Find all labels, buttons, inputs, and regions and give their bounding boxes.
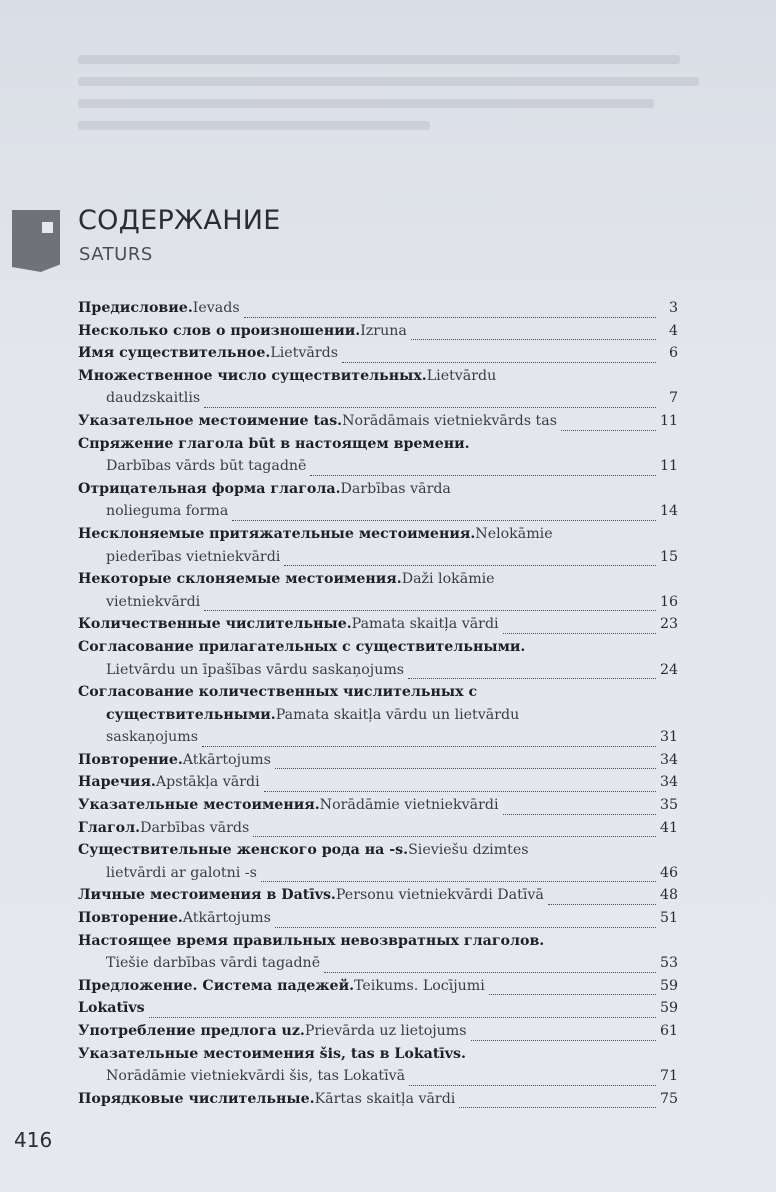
toc-entry-latvian: nolieguma forma: [106, 503, 229, 520]
toc-entry: [78, 684, 678, 707]
toc-entry: [78, 955, 678, 978]
dot-leader: [503, 813, 656, 815]
toc-entry: [78, 616, 678, 639]
toc-entry-latvian: Personu vietniekvārdi Datīvā: [335, 887, 544, 904]
toc-entry: [78, 887, 678, 910]
dot-leader: [548, 903, 656, 905]
dot-leader: [471, 1039, 656, 1041]
toc-entry-title: Повторение.: [78, 751, 183, 768]
toc-entry: [78, 413, 678, 436]
dot-leader: [409, 1084, 656, 1086]
toc-entry-latvian: Ievads: [192, 300, 240, 316]
toc-entry-title: Согласование прилагательных с существительными.: [78, 638, 526, 655]
toc-entry: [78, 1046, 678, 1069]
dot-leader: [324, 971, 656, 973]
toc-entry: [78, 639, 678, 662]
table-of-contents: [78, 300, 678, 1113]
toc-entry: [78, 774, 678, 797]
toc-entry-latvian: Teikums. Locījumi: [354, 977, 485, 994]
toc-entry-latvian: Daži lokāmie: [401, 571, 495, 588]
toc-entry: [78, 549, 678, 572]
toc-entry-title: Указательные местоимения šis, tas в Lokatīvs.: [78, 1045, 466, 1062]
dot-leader: [261, 880, 656, 882]
toc-entry-page: 35: [659, 797, 678, 814]
toc-entry: [78, 978, 678, 1001]
toc-entry: [78, 323, 678, 346]
toc-entry-latvian: Lietvārdu un īpašības vārdu saskaņojums: [106, 661, 405, 678]
toc-entry-page: 11: [659, 458, 678, 475]
toc-entry-title: Несколько слов о произношении.: [78, 322, 361, 339]
dot-leader: [275, 926, 656, 928]
dot-leader: [275, 767, 656, 769]
toc-entry-latvian: Tiešie darbības vārdi tagadnē: [106, 955, 321, 972]
toc-entry: [78, 594, 678, 617]
dot-leader: [561, 429, 656, 431]
toc-entry: [78, 345, 678, 368]
toc-entry: [78, 707, 678, 730]
toc-entry: [78, 436, 678, 459]
toc-entry-page: 71: [659, 1068, 678, 1085]
show-through-text: [78, 55, 718, 175]
toc-entry-page: 14: [659, 503, 678, 520]
toc-entry-title: Указательное местоимение tas.: [78, 412, 343, 429]
toc-entry-latvian: Darbības vārds būt tagadnē: [106, 458, 307, 475]
toc-entry-page: 34: [659, 751, 678, 768]
toc-entry-latvian: Darbības vārds: [140, 819, 250, 836]
toc-entry-title: Lokatīvs: [78, 1000, 145, 1017]
toc-entry-title: Согласование количественных числительных с: [78, 684, 478, 701]
toc-entry-latvian: Nelokāmie: [475, 525, 553, 542]
toc-entry-page: 31: [659, 729, 678, 746]
toc-entry: [78, 797, 678, 820]
toc-entry-latvian: Sieviešu dzimtes: [408, 842, 529, 859]
toc-entry-page: 41: [659, 819, 678, 836]
dot-leader: [232, 519, 656, 521]
section-marker-icon: [12, 210, 60, 272]
dot-leader: [264, 790, 656, 792]
toc-entry-latvian: Atkārtojums: [182, 751, 271, 768]
toc-entry: [78, 458, 678, 481]
toc-entry: [78, 1091, 678, 1114]
page-title: СОДЕРЖАНИЕ: [78, 205, 281, 236]
toc-entry: [78, 820, 678, 843]
dot-leader: [459, 1106, 656, 1108]
toc-entry-page: 53: [659, 955, 678, 972]
toc-entry: [78, 1023, 678, 1046]
toc-entry: [78, 910, 678, 933]
toc-entry-latvian: Norādāmie vietniekvārdi: [319, 797, 499, 814]
toc-entry-title: Имя существительное.: [78, 345, 271, 362]
toc-entry-latvian: vietniekvārdi: [106, 593, 201, 610]
dot-leader: [149, 1016, 656, 1018]
toc-entry-latvian: saskaņojums: [106, 729, 199, 746]
dot-leader: [411, 338, 656, 340]
toc-entry: [78, 503, 678, 526]
toc-entry-title: Повторение.: [78, 910, 183, 927]
toc-entry-latvian: Atkārtojums: [182, 910, 271, 927]
toc-entry-title: Указательные местоимения.: [78, 797, 320, 814]
toc-entry: [78, 865, 678, 888]
toc-entry-title: Множественное число существительных.: [78, 367, 427, 384]
toc-entry-title: Наречия.: [78, 774, 156, 791]
dot-leader: [408, 677, 656, 679]
page-number: 416: [14, 1128, 53, 1152]
toc-entry: [78, 1068, 678, 1091]
toc-entry: [78, 526, 678, 549]
toc-entry-title: Употребление предлога uz.: [78, 1023, 305, 1039]
toc-entry: [78, 390, 678, 413]
toc-entry-page: 24: [659, 661, 678, 678]
toc-entry-page: 46: [659, 864, 678, 881]
dot-leader: [204, 406, 656, 408]
dot-leader: [284, 564, 656, 566]
toc-entry-latvian: Norādāmais vietniekvārds tas: [342, 412, 557, 429]
toc-entry-page: 59: [659, 1000, 678, 1017]
toc-entry-page: 59: [659, 977, 678, 994]
toc-entry-page: 75: [659, 1090, 678, 1107]
toc-entry: [78, 571, 678, 594]
toc-entry-page: 15: [659, 548, 678, 565]
toc-entry-page: 48: [659, 887, 678, 904]
dot-leader: [204, 609, 656, 611]
toc-entry-latvian: Darbības vārda: [340, 480, 451, 497]
toc-entry-page: 11: [659, 412, 678, 429]
toc-entry-latvian: lietvārdi ar galotni -s: [106, 864, 257, 881]
toc-entry-title: Порядковые числительные.: [78, 1090, 315, 1107]
toc-entry: [78, 662, 678, 685]
toc-entry-latvian: Izruna: [360, 322, 407, 339]
toc-entry: [78, 842, 678, 865]
toc-entry-title: Отрицательная форма глагола.: [78, 480, 341, 497]
toc-entry-latvian: Lietvārdu: [426, 367, 497, 384]
toc-entry-latvian: daudzskaitlis: [106, 390, 201, 407]
toc-entry-latvian: Prievārda uz lietojums: [304, 1023, 467, 1039]
toc-entry-page: 51: [659, 910, 678, 927]
toc-entry-latvian: Pamata skaitļa vārdi: [351, 616, 499, 633]
dot-leader: [342, 361, 656, 363]
toc-entry-title: Настоящее время правильных невозвратных глаголов.: [78, 932, 545, 949]
toc-entry-latvian: Pamata skaitļa vārdu un lietvārdu: [275, 706, 520, 723]
toc-entry-page: 16: [659, 593, 678, 610]
toc-entry: [78, 729, 678, 752]
toc-entry-latvian: Apstākļa vārdi: [155, 774, 260, 791]
toc-entry: [78, 368, 678, 391]
toc-entry-title: Предисловие.: [78, 300, 193, 316]
dot-leader: [202, 745, 656, 747]
toc-entry-page: 3: [668, 300, 678, 316]
toc-entry-page: 7: [668, 390, 678, 407]
toc-entry-latvian: Kārtas skaitļa vārdi: [314, 1090, 456, 1107]
dot-leader: [253, 835, 656, 837]
toc-entry-latvian: Lietvārds: [270, 345, 339, 362]
toc-entry-page: 4: [668, 322, 678, 339]
toc-entry: [78, 300, 678, 323]
page-subtitle: SATURS: [79, 244, 153, 265]
toc-entry-latvian: Norādāmie vietniekvārdi šis, tas Lokatīvā: [106, 1068, 406, 1085]
toc-entry-title: Предложение. Система падежей.: [78, 977, 355, 994]
toc-entry-page: 34: [659, 774, 678, 791]
dot-leader: [489, 993, 656, 995]
toc-entry: [78, 481, 678, 504]
toc-entry-title: Количественные числительные.: [78, 616, 352, 633]
toc-entry-page: 23: [659, 616, 678, 633]
toc-entry: [78, 1000, 678, 1023]
toc-entry-title: Существительные женского рода на -s.: [78, 842, 409, 859]
toc-entry-title: Личные местоимения в Datīvs.: [78, 887, 336, 904]
dot-leader: [244, 316, 656, 318]
toc-entry: [78, 933, 678, 956]
toc-entry-title: Глагол.: [78, 819, 141, 836]
toc-entry-title: Несклоняемые притяжательные местоимения.: [78, 525, 476, 542]
toc-entry: [78, 752, 678, 775]
toc-entry-page: 6: [668, 345, 678, 362]
toc-entry-latvian: piederības vietniekvārdi: [106, 548, 281, 565]
toc-entry-page: 61: [659, 1023, 678, 1039]
dot-leader: [503, 632, 656, 634]
toc-entry-title: Некоторые склоняемые местоимения.: [78, 571, 402, 588]
dot-leader: [310, 474, 655, 476]
toc-entry-title: Спряжение глагола būt в настоящем времени.: [78, 435, 470, 452]
toc-entry-title: существительными.: [106, 706, 276, 723]
